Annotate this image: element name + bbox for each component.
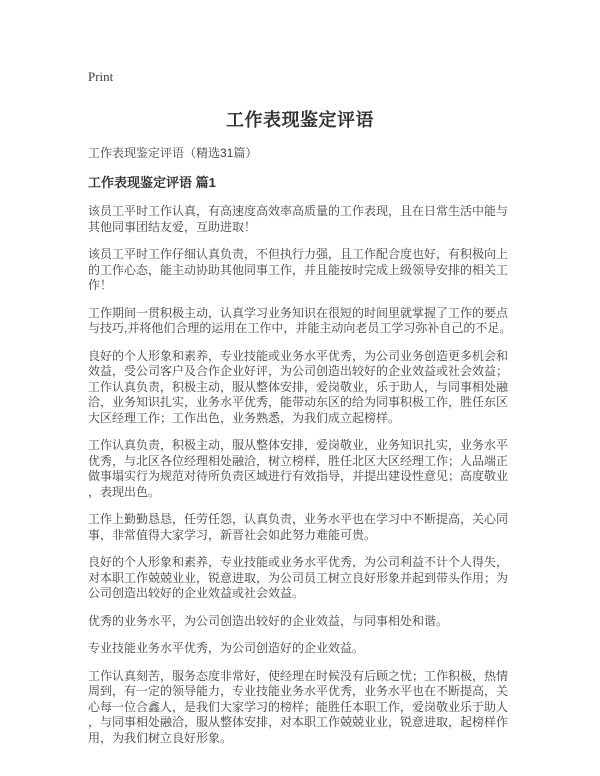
paragraph: 工作上勤勤恳恳，任劳任怨，认真负责，业务水平也在学习中不断提高，关心同事，非常值得大家学习，新晋社会如此努力难能可贵。 xyxy=(88,512,509,542)
paragraph: 良好的个人形象和素养，专业技能或业务水平优秀，为公司利益不计个人得失，对本职工作兢兢业业，锐意进取，为公司员工树立良好形象并起到带头作用；为公司创造出较好的企业效益或社会效益。 xyxy=(88,555,509,600)
section-heading: 工作表现鉴定评语 篇1 xyxy=(88,175,216,190)
paragraph: 工作期间一贯积极主动，认真学习业务知识在很短的时间里就掌握了工作的要点与技巧,并将他们合理的运用在工作中，并能主动向老员工学习弥补自己的不足。 xyxy=(88,305,512,335)
paragraph: 工作认真负责，积极主动，服从整体安排，爱岗敬业，业务知识扎实，业务水平优秀，与北区各位经理相处融洽，树立榜样，胜任北区大区经理工作；人品端正做事塌实行为规范对待所负责区域进行有效指导，并提出建设性意见；高度敬业，表现出色。 xyxy=(88,438,509,499)
print-row xyxy=(88,68,512,97)
page-title: 工作表现鉴定评语 xyxy=(226,110,374,130)
paragraph: 专业技能业务水平优秀，为公司创造好的企业效益。 xyxy=(88,641,365,655)
paragraph: 工作认真刻苦，服务态度非常好，使经理在时候没有后顾之忧；工作积极，热情周到，有一定的领导能力，专业技能业务水平优秀，业务水平也在不断提高，关心每一位合鑫人，是我们大家学习的榜样；能胜任本职工作，爱岗敬业乐于助人，与同事相处融洽，服从整体安排，对本职工作兢兢业业，锐意进取，起榜样作用，为我们树立良好形象。 xyxy=(88,668,509,745)
paragraph: 该员工平时工作认真，有高速度高效率高质量的工作表现，且在日常生活中能与其他同事团结友爱，互助进取！ xyxy=(88,204,509,234)
paragraph: 良好的个人形象和素养，专业技能或业务水平优秀，为公司业务创造更多机会和效益，受公司客户及合作企业好评，为公司创造出较好的企业效益或社会效益；工作认真负责，积极主动，服从整体安排，爱岗敬业，乐于助人，与同事相处融洽，业务知识扎实，业务水平优秀，能带动东区的给为同事积极工作，胜任东区大区经理工作；工作出色，业务熟悉，为我们成立起榜样。 xyxy=(88,348,509,425)
print-button[interactable]: Print xyxy=(88,69,114,84)
paragraph: 该员工平时工作仔细认真负责，不但执行力强，且工作配合度也好，有积极向上的工作心态，能主动协助其他同事工作，并且能按时完成上级领导安排的相关工作！ xyxy=(88,247,509,292)
paragraph-list xyxy=(88,204,512,746)
document-subtitle: 工作表现鉴定评语（精选31篇） xyxy=(88,146,258,160)
paragraph: 优秀的业务水平，为公司创造出较好的企业效益，与同事相处和谐。 xyxy=(88,613,449,628)
